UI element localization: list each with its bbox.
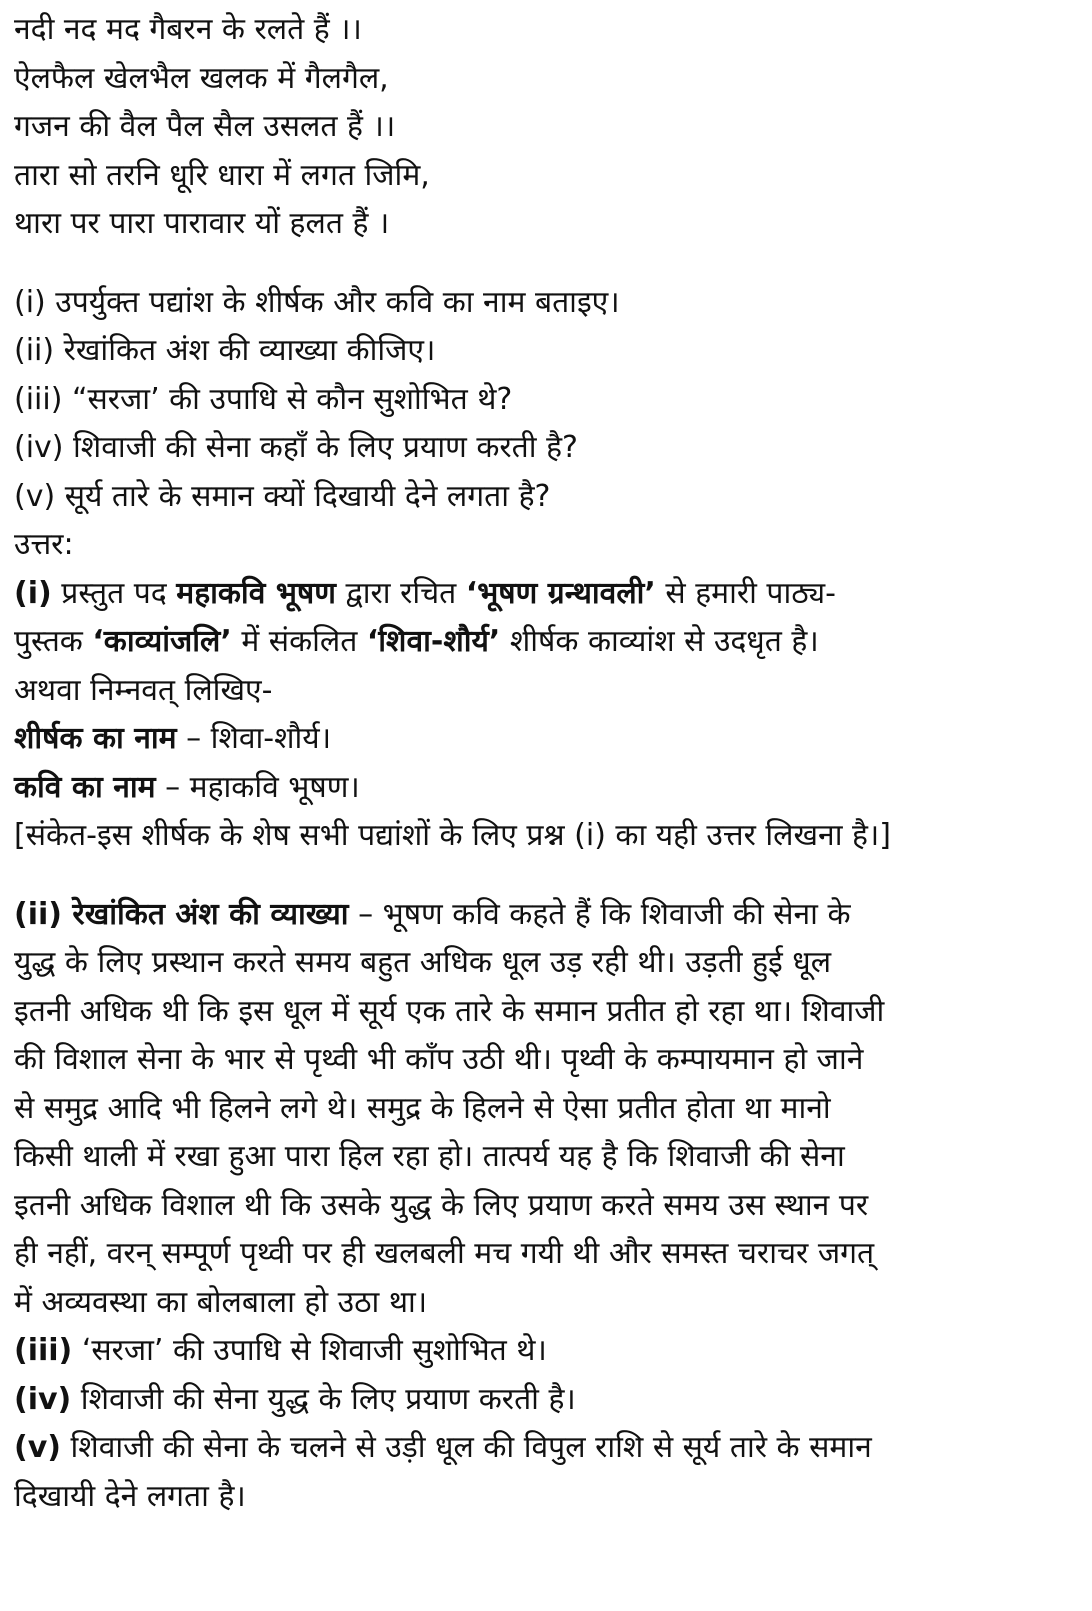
question-1: (i) उपर्युक्त पद्यांश के शीर्षक और कवि का नाम बताइए। — [14, 284, 620, 320]
question-2: (ii) रेखांकित अंश की व्याख्या कीजिए। — [14, 333, 436, 368]
spacer — [14, 249, 1076, 279]
explanation-line: ही नहीं, वरन् सम्पूर्ण पृथ्वी पर ही खलबली मच गयी थी और समस्त चराचर जगत् — [14, 1236, 875, 1271]
explanation-line: की विशाल सेना के भार से पृथ्वी भी काँप उठी थी। पृथ्वी के कम्पायमान हो जाने — [14, 1042, 864, 1077]
poet-name: महाकवि भूषण — [176, 575, 336, 611]
title-label: शीर्षक का नाम — [14, 721, 177, 756]
hint-note: [संकेत-इस शीर्षक के शेष सभी पद्यांशों के लिए प्रश्न (i) का यही उत्तर लिखना है।] — [14, 818, 892, 853]
verse-block — [14, 6, 1076, 249]
title-value: – शिवा-शौर्य। — [176, 721, 332, 756]
answer-1-number: (i) — [14, 575, 52, 611]
verse-line: नदी नद मद गैबरन के रलते हैं ।। — [14, 12, 362, 47]
answer-4: (iv) शिवाजी की सेना युद्ध के लिए प्रयाण करती है। — [14, 1381, 576, 1417]
question-3: (iii) “सरजा’ की उपाधि से कौन सुशोभित थे? — [14, 381, 513, 417]
poet-label: कवि का नाम — [14, 769, 156, 805]
question-5: (v) सूर्य तारे के समान क्यों दिखायी देने लगता है? — [14, 478, 551, 514]
explanation-line: युद्ध के लिए प्रस्थान करते समय बहुत अधिक धूल उड़ रही थी। उड़ती हुई धूल — [14, 945, 832, 980]
explanation-line: में अव्यवस्था का बोलबाला हो उठा था। — [14, 1284, 428, 1320]
answer-4-number: (iv) — [14, 1381, 72, 1417]
verse-line: ऐलफैल खेलभैल खलक में गैलगैल, — [14, 60, 389, 96]
explanation-line: इतनी अधिक थी कि इस धूल में सूर्य एक तारे के समान प्रतीत हो रहा था। शिवाजी — [14, 993, 885, 1029]
answer-5-continued: दिखायी देने लगता है। — [14, 1478, 246, 1514]
alternative-note: अथवा निम्नवत् लिखिए- — [14, 672, 273, 708]
answer-5-number: (v) — [14, 1430, 61, 1465]
explanation-line: किसी थाली में रखा हुआ पारा हिल रहा हो। तात्पर्य यह है कि शिवाजी की सेना — [14, 1139, 845, 1174]
answer-2-label: (ii) रेखांकित अंश की व्याख्या — [14, 896, 349, 932]
poem-title: ‘शिवा-शौर्य’ — [366, 624, 501, 659]
questions-block — [14, 279, 1076, 522]
verse-line: तारा सो तरनि धूरि धारा में लगत जिमि, — [14, 157, 430, 193]
explanation-line: से समुद्र आदि भी हिलने लगे थे। समुद्र के हिलने से ऐसा प्रतीत होता था मानो — [14, 1090, 831, 1126]
textbook-name: ‘काव्यांजलि’ — [92, 624, 232, 659]
answer-3: (iii) ‘सरजा’ की उपाधि से शिवाजी सुशोभित थे। — [14, 1333, 547, 1368]
answer-label: उत्तर: — [14, 527, 74, 562]
poet-value: – महाकवि भूषण। — [155, 769, 360, 805]
answer-1: (i) प्रस्तुत पद महाकवि भूषण द्वारा रचित ‘भूषण ग्रन्थावली’ से हमारी पाठ्य- पुस्तक ‘काव्यांजलि’ में संकलित ‘शिवा-शौर्य’ शीर्षक काव्यांश से उदधृत है। अथवा निम्नवत् लिखिए- शीर्षक का नाम – शिवा-शौर्य। कवि का नाम – महाकवि भूषण। [संकेत-इस शीर्षक के शेष सभी पद्यांशों के लिए प्रश्न (i) का यही उत्तर लिखना है।] — [14, 570, 1076, 861]
question-4: (iv) शिवाजी की सेना कहाँ के लिए प्रयाण करती है? — [14, 430, 578, 465]
verse-line: थारा पर पारा पारावार यों हलत हैं । — [14, 206, 390, 241]
answer-3-number: (iii) — [14, 1333, 73, 1368]
answer-5: (v) शिवाजी की सेना के चलने से उड़ी धूल की विपुल राशि से सूर्य तारे के समान — [14, 1430, 872, 1465]
source-book: ‘भूषण ग्रन्थावली’ — [465, 575, 656, 611]
answer-2: (ii) रेखांकित अंश की व्याख्या – भूषण कवि कहते हैं कि शिवाजी की सेना के युद्ध के लिए प्रस्थान करते समय बहुत अधिक धूल उड़ रही थी। उड़ती हुई धूल इतनी अधिक थी कि इस धूल में सूर्य एक तारे के समान प्रतीत हो रहा था। शिवाजी की विशाल सेना के भार से पृथ्वी भी काँप उठी थी। पृथ्वी के कम्पायमान हो जाने से समुद्र आदि भी हिलने लगे थे। समुद्र के हिलने से ऐसा प्रतीत होता था मानो किसी थाली में रखा हुआ पारा हिल रहा हो। तात्पर्य यह है कि शिवाजी की सेना इतनी अधिक विशाल थी कि उसके युद्ध के लिए प्रयाण करते समय उस स्थान पर ही नहीं, वरन् सम्पूर्ण पृथ्वी पर ही खलबली मच गयी थी और समस्त चराचर जगत् में अव्यवस्था का बोलबाला हो उठा था। — [14, 891, 1076, 1328]
verse-line: गजन की वैल पैल सैल उसलत हैं ।। — [14, 109, 396, 144]
spacer — [14, 861, 1076, 891]
explanation-line: इतनी अधिक विशाल थी कि उसके युद्ध के लिए प्रयाण करते समय उस स्थान पर — [14, 1187, 869, 1223]
